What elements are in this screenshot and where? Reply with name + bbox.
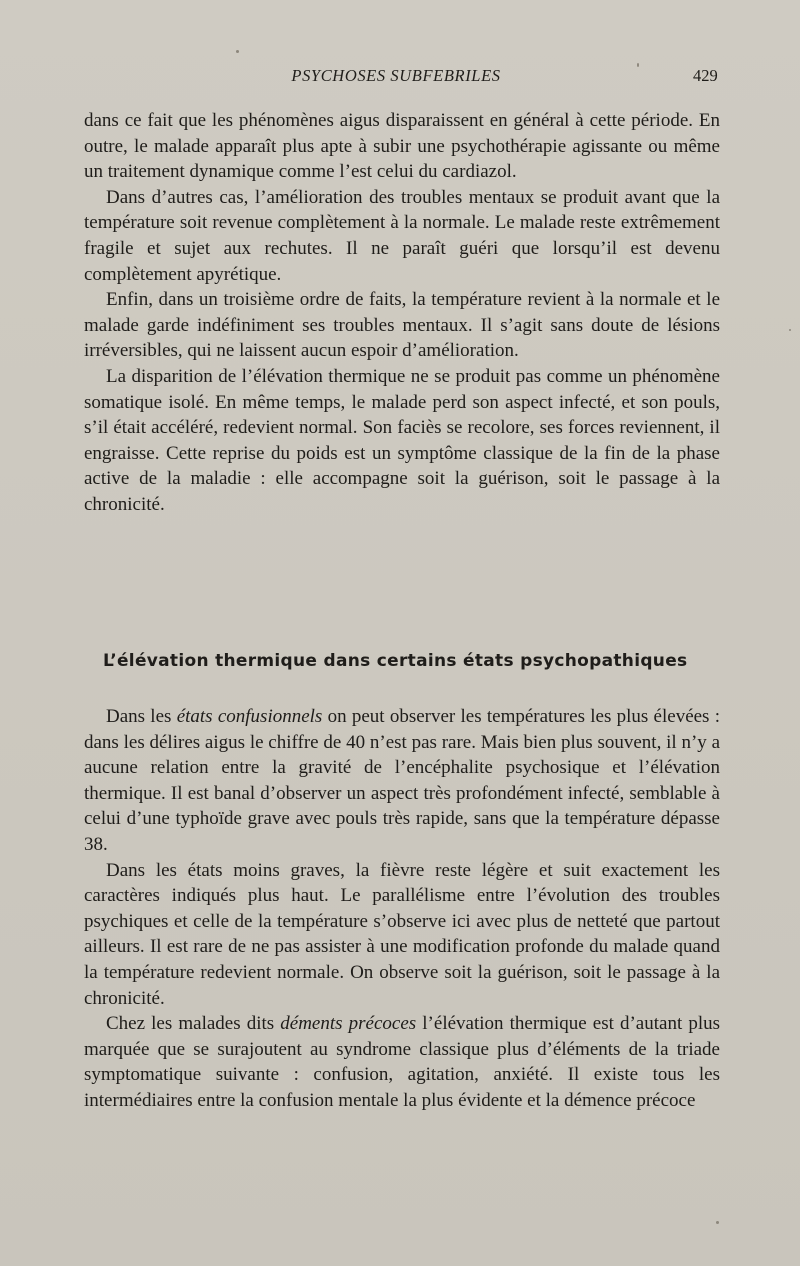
section-heading: L’élévation thermique dans certains états psychopathiques (103, 651, 688, 671)
text-run: Chez les malades dits (106, 1013, 281, 1035)
paragraph: Enfin, dans un troisième ordre de faits, la température revient à la normale et le malade garde indéfiniment ses troubles mentaux. Il s’agit sans doute de lésions irréversibles, qui ne laissent aucun espoir d’amélioration. (84, 289, 720, 362)
paragraph: Dans d’autres cas, l’amélioration des troubles mentaux se produit avant que la température soit revenue complètement à la normale. Le malade reste extrêmement fragile et sujet aux rechutes. Il ne paraît guéri que lorsqu’il est devenu complètement apyrétique. (84, 186, 720, 285)
emphasis: déments précoces (280, 1013, 417, 1035)
running-head (0, 66, 800, 88)
body-text-section-2 (84, 704, 720, 1114)
text-run: on peut observer les températures les plus élevées : dans les délires aigus le chiffre de 40 n’est pas rare. Mais bien plus souvent, il n’y a aucune relation entre la gravité de l’encéphalite psychosique et l’élévation thermique. Il est banal d’observer un aspect très profondément infecté, semblable à celui d’une typhoïde grave avec pouls très rapide, sans que la température dépasse 38. (84, 706, 720, 855)
paragraph (84, 704, 720, 858)
emphasis: états confusionnels (176, 706, 323, 727)
text-run: Dans les (106, 706, 177, 727)
paper-speck (637, 63, 639, 67)
page-number: 429 (693, 66, 718, 85)
body-text-section-1 (84, 108, 720, 518)
paper-speck (716, 1221, 719, 1224)
text-run: l’élévation thermique est d’autant plus marquée que se surajoutent au syndrome classique plus d’éléments de la triade symptomatique suivante : confusion, agitation, anxiété. Il existe tous les intermédiaires entre la confusion mentale la plus évidente et la démence précoce (84, 1013, 720, 1111)
running-title: PSYCHOSES SUBFEBRILES (291, 66, 501, 85)
paragraph (84, 1011, 720, 1113)
paper-speck (236, 50, 239, 53)
paragraph: dans ce fait que les phénomènes aigus disparaissent en général à cette période. En outre, le malade apparaît plus apte à subir une psychothérapie agissante ou même un traitement dynamique comme l’est celui du cardiazol. (84, 110, 720, 183)
paragraph: La disparition de l’élévation thermique ne se produit pas comme un phénomène somatique isolé. En même temps, le malade perd son aspect infecté, et son pouls, s’il était accéléré, redevient normal. Son faciès se recolore, ses forces reviennent, il engraisse. Cette reprise du poids est un symptôme classique de la fin de la phase active de la maladie : elle accompagne soit la guérison, soit le passage à la chronicité. (84, 365, 720, 515)
paragraph: Dans les états moins graves, la fièvre reste légère et suit exactement les caractères indiqués plus haut. Le parallélisme entre l’évolution des troubles psychiques et celle de la température s’observe ici avec plus de netteté que partout ailleurs. Il est rare de ne pas assister à une modification profonde du malade quand la température redevient normale. On observe soit la guérison, soit le passage à la chronicité. (84, 859, 720, 1009)
paper-speck (789, 329, 791, 331)
